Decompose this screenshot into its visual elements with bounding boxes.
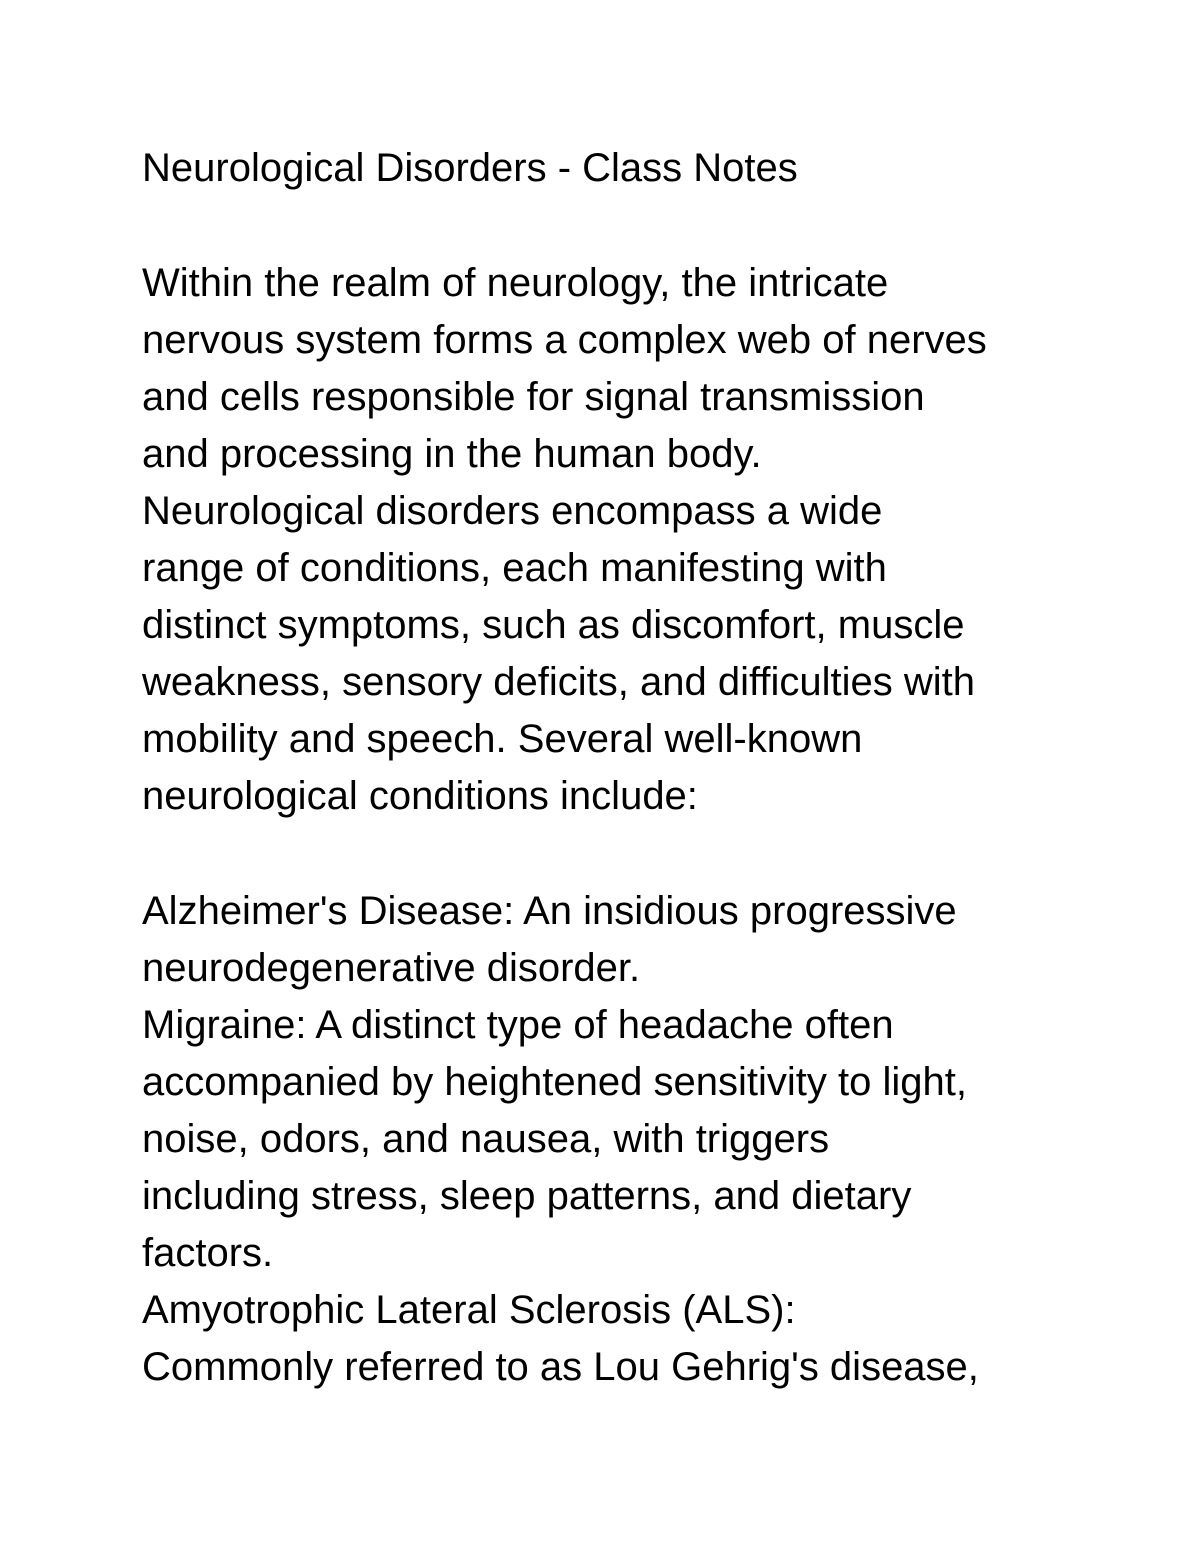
condition-line: neurodegenerative disorder. xyxy=(142,946,641,990)
condition-line: Commonly referred to as Lou Gehrig's disease, xyxy=(142,1345,979,1389)
condition-line: including stress, sleep patterns, and dietary xyxy=(142,1174,912,1218)
intro-line: and processing in the human body. xyxy=(142,432,762,476)
intro-line: range of conditions, each manifesting with xyxy=(142,546,887,590)
condition-line: factors. xyxy=(142,1231,274,1275)
intro-line: and cells responsible for signal transmission xyxy=(142,375,925,419)
intro-line: weakness, sensory deficits, and difficulties with xyxy=(142,660,975,704)
condition-line: Amyotrophic Lateral Sclerosis (ALS): xyxy=(142,1288,796,1332)
intro-line: distinct symptoms, such as discomfort, muscle xyxy=(142,603,965,647)
intro-line: nervous system forms a complex web of nerves xyxy=(142,318,987,362)
intro-line: Neurological disorders encompass a wide xyxy=(142,489,883,533)
intro-line: Within the realm of neurology, the intricate xyxy=(142,261,889,305)
condition-line: Migraine: A distinct type of headache often xyxy=(142,1003,894,1047)
page-title: Neurological Disorders - Class Notes xyxy=(142,146,798,190)
condition-line: accompanied by heightened sensitivity to light, xyxy=(142,1060,967,1104)
condition-line: noise, odors, and nausea, with triggers xyxy=(142,1117,830,1161)
intro-line: mobility and speech. Several well-known xyxy=(142,717,863,761)
condition-line: Alzheimer's Disease: An insidious progressive xyxy=(142,889,957,933)
intro-line: neurological conditions include: xyxy=(142,774,698,818)
